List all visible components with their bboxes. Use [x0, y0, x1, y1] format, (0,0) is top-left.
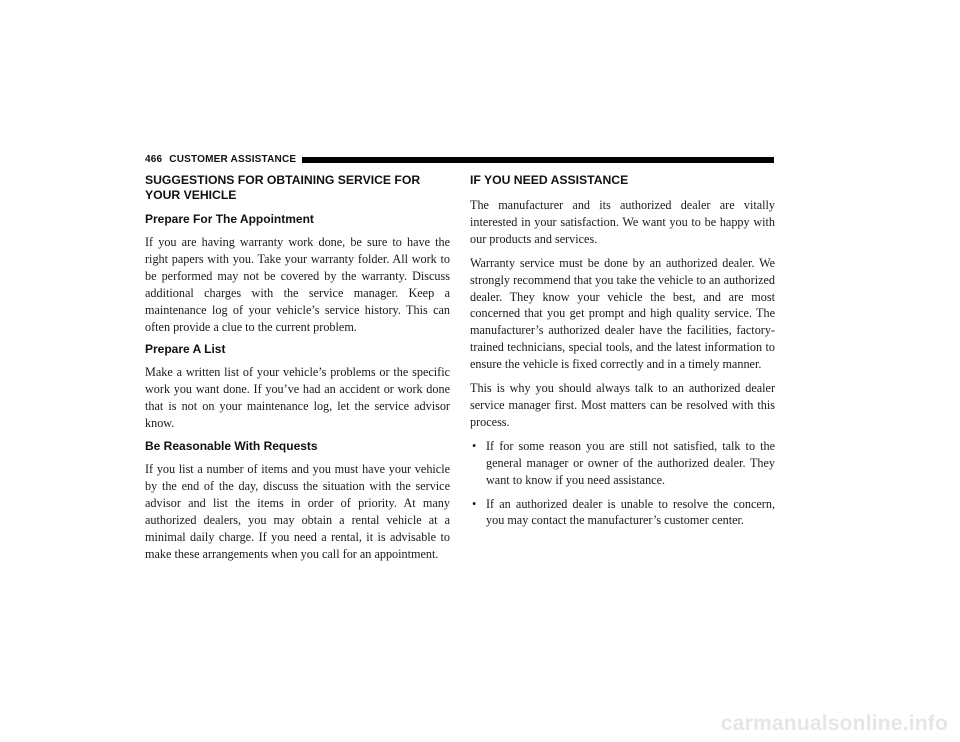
heading-prepare-list: Prepare A List [145, 342, 226, 357]
left-section-title: SUGGESTIONS FOR OBTAINING SERVICE FOR YOUR VEHICLE [145, 173, 421, 202]
section-title: CUSTOMER ASSISTANCE [169, 153, 297, 165]
paragraph-warranty-service: Warranty service must be done by an authorized dealer. We strongly recommend that you take the vehicle to an authorized dealer. They know your vehicle the best, and are most concerned that you get prompt and high quality service. The manufacturer’s authorized dealer have the facilities, factory-trained technicians, special tools, and the latest information to ensure the vehicle is fixed correctly and in a timely manner. [470, 255, 775, 372]
paragraph-prepare-appointment: If you are having warranty work done, be sure to have the right papers with you. Take your warranty folder. All work to be performed may not be covered by the warranty. Discuss additional charges with the service manager. Keep a maintenance log of your vehicle’s service history. This can often provide a clue to the current problem. [145, 235, 450, 334]
watermark-text: carmanualsonline.info [720, 712, 948, 735]
list-item [470, 438, 775, 489]
heading-prepare-appointment: Prepare For The Appointment [145, 212, 314, 226]
page-header [145, 152, 774, 166]
page-number: 466 [145, 153, 163, 165]
right-column [470, 173, 775, 536]
left-column [145, 173, 450, 570]
heading-be-reasonable: Be Reasonable With Requests [145, 439, 318, 454]
paragraph-prepare-list: Make a written list of your vehicle’s problems or the specific work you want done. If you’ve had an accident or work done that is not on your maintenance log, let the service advisor know. [145, 365, 450, 431]
bullet-text: If for some reason you are still not satisfied, talk to the general manager or owner of the authorized dealer. They want to know if you need assistance. [486, 438, 775, 487]
header-rule [302, 157, 774, 163]
bullet-icon: • [472, 496, 477, 511]
paragraph-satisfaction: The manufacturer and its authorized dealer are vitally interested in your satisfaction. We want you to be happy with our products and services. [470, 198, 775, 246]
assistance-bullet-list [470, 438, 775, 530]
paragraph-be-reasonable: If you list a number of items and you must have your vehicle by the end of the day, discuss the situation with the service advisor and list the items in order of priority. At many authorized dealers, you may obtain a rental vehicle at a minimal daily charge. If you need a rental, it is advisable to make these arrangements when you call for an appointment. [145, 462, 450, 561]
bullet-icon: • [472, 438, 477, 453]
paragraph-talk-to-dealer: This is why you should always talk to an authorized dealer service manager first. Most matters can be resolved with this process. [470, 381, 775, 429]
right-section-title: IF YOU NEED ASSISTANCE [470, 173, 629, 187]
list-item [470, 496, 775, 530]
bullet-text: If an authorized dealer is unable to resolve the concern, you may contact the manufacturer’s customer center. [486, 496, 775, 528]
